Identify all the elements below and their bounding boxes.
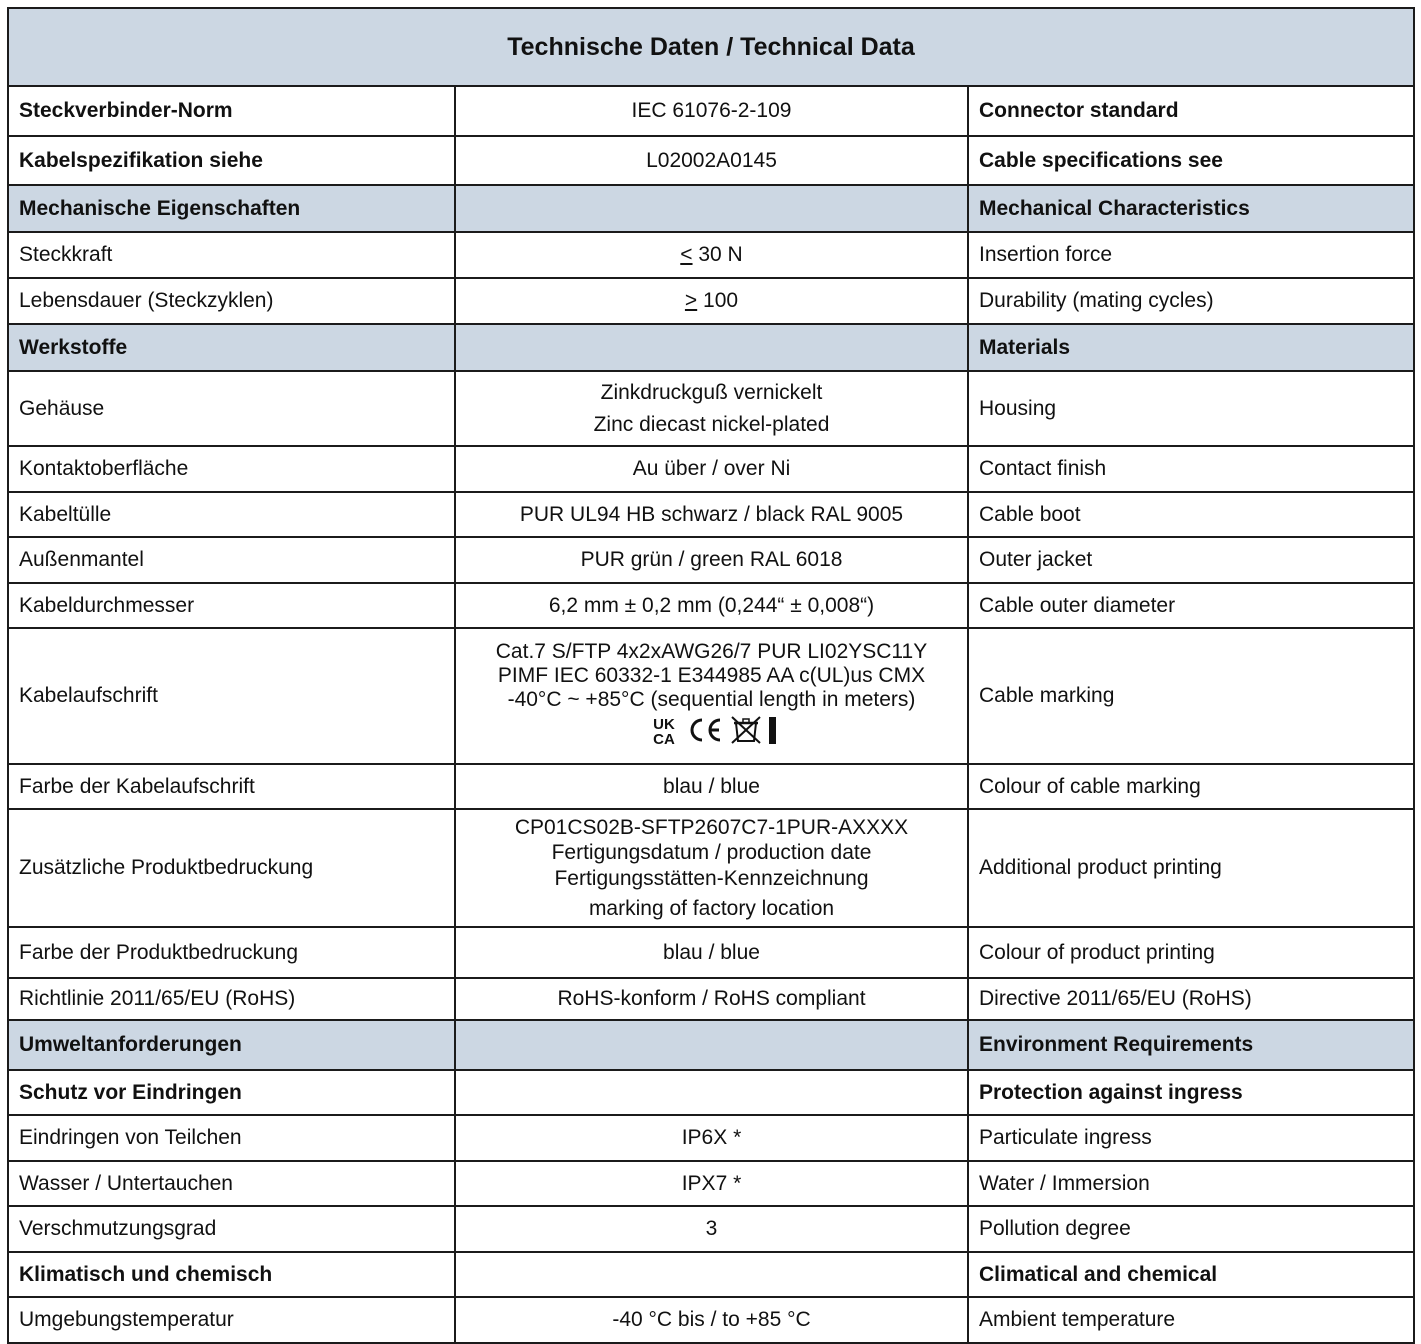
label-de: Verschmutzungsgrad bbox=[8, 1206, 455, 1252]
label-en: Colour of cable marking bbox=[968, 764, 1414, 809]
label-en: Cable outer diameter bbox=[968, 583, 1414, 628]
section-title-en: Environment Requirements bbox=[968, 1020, 1414, 1070]
weee-bar-icon bbox=[769, 714, 777, 746]
value-cell: PUR grün / green RAL 6018 bbox=[455, 537, 968, 583]
table-row bbox=[8, 583, 1414, 628]
subsection-title-de: Schutz vor Eindringen bbox=[8, 1070, 455, 1115]
value-cell: IP6X * bbox=[455, 1115, 968, 1161]
section-header-row bbox=[8, 1020, 1414, 1070]
value-cell: RoHS-konform / RoHS compliant bbox=[455, 978, 968, 1020]
table-row bbox=[8, 278, 1414, 324]
table-row bbox=[8, 537, 1414, 583]
value-text: 30 N bbox=[692, 243, 743, 267]
label-en: Particulate ingress bbox=[968, 1115, 1414, 1161]
label-en: Outer jacket bbox=[968, 537, 1414, 583]
label-de: Umgebungstemperatur bbox=[8, 1297, 455, 1343]
table-row bbox=[8, 1206, 1414, 1252]
table-row bbox=[8, 86, 1414, 136]
label-de: Wasser / Untertauchen bbox=[8, 1161, 455, 1206]
label-en: Contact finish bbox=[968, 446, 1414, 492]
label-de: Kabeldurchmesser bbox=[8, 583, 455, 628]
subsection-title-en: Climatical and chemical bbox=[968, 1252, 1414, 1297]
label-en: Directive 2011/65/EU (RoHS) bbox=[968, 978, 1414, 1020]
value-cell: 3 bbox=[455, 1206, 968, 1252]
label-de: Farbe der Kabelaufschrift bbox=[8, 764, 455, 809]
value-cell: -40 °C bis / to +85 °C bbox=[455, 1297, 968, 1343]
section-title-de: Werkstoffe bbox=[8, 324, 455, 371]
table-row bbox=[8, 809, 1414, 927]
table-row bbox=[8, 446, 1414, 492]
table-title: Technische Daten / Technical Data bbox=[8, 8, 1414, 86]
label-en: Cable marking bbox=[968, 628, 1414, 764]
section-empty-cell bbox=[455, 1020, 968, 1070]
label-de: Außenmantel bbox=[8, 537, 455, 583]
value-line: -40°C ~ +85°C (sequential length in meters) bbox=[507, 688, 916, 711]
subsection-title-en: Protection against ingress bbox=[968, 1070, 1414, 1115]
value-cell: IEC 61076-2-109 bbox=[455, 86, 968, 136]
table-row bbox=[8, 764, 1414, 809]
label-en: Durability (mating cycles) bbox=[968, 278, 1414, 324]
value-cell bbox=[455, 232, 968, 278]
subsection-header-row bbox=[8, 1252, 1414, 1297]
value-cell: PUR UL94 HB schwarz / black RAL 9005 bbox=[455, 492, 968, 537]
value-cell: blau / blue bbox=[455, 764, 968, 809]
value-cell: L02002A0145 bbox=[455, 136, 968, 185]
section-header-row bbox=[8, 185, 1414, 232]
section-title-de: Mechanische Eigenschaften bbox=[8, 185, 455, 232]
section-header-row bbox=[8, 324, 1414, 371]
value-cell: blau / blue bbox=[455, 927, 968, 978]
value-cell: Au über / over Ni bbox=[455, 446, 968, 492]
value-cell bbox=[455, 809, 968, 927]
label-de: Lebensdauer (Steckzyklen) bbox=[8, 278, 455, 324]
table-row bbox=[8, 492, 1414, 537]
label-en: Water / Immersion bbox=[968, 1161, 1414, 1206]
label-de: Kabelspezifikation siehe bbox=[8, 136, 455, 185]
table-row bbox=[8, 628, 1414, 764]
label-de: Gehäuse bbox=[8, 371, 455, 446]
value-text: 100 bbox=[697, 289, 739, 313]
svg-text:CA: CA bbox=[652, 731, 675, 747]
value-line: CP01CS02B-SFTP2607C7-1PUR-AXXXX bbox=[514, 816, 909, 840]
ukca-mark-icon bbox=[647, 714, 681, 746]
label-en: Additional product printing bbox=[968, 809, 1414, 927]
section-title-de: Umweltanforderungen bbox=[8, 1020, 455, 1070]
table-title-row bbox=[8, 8, 1414, 86]
value-line: Zinc diecast nickel-plated bbox=[593, 412, 830, 436]
table-row bbox=[8, 232, 1414, 278]
label-de: Zusätzliche Produktbedruckung bbox=[8, 809, 455, 927]
technical-data-table bbox=[7, 7, 1415, 1344]
value-line: Zinkdruckguß vernickelt bbox=[600, 381, 823, 404]
table-row bbox=[8, 927, 1414, 978]
subsection-empty-cell bbox=[455, 1252, 968, 1297]
table-row bbox=[8, 371, 1414, 446]
weee-bin-icon bbox=[729, 714, 763, 746]
certification-marks bbox=[647, 714, 777, 746]
label-de: Kabelaufschrift bbox=[8, 628, 455, 764]
label-en: Insertion force bbox=[968, 232, 1414, 278]
value-cell bbox=[455, 278, 968, 324]
table-row bbox=[8, 1297, 1414, 1343]
label-en: Ambient temperature bbox=[968, 1297, 1414, 1343]
table-row bbox=[8, 1161, 1414, 1206]
label-de: Kabeltülle bbox=[8, 492, 455, 537]
section-title-en: Materials bbox=[968, 324, 1414, 371]
section-empty-cell bbox=[455, 324, 968, 371]
table-row bbox=[8, 136, 1414, 185]
table-row bbox=[8, 1115, 1414, 1161]
value-line: Cat.7 S/FTP 4x2xAWG26/7 PUR LI02YSC11Y bbox=[495, 639, 928, 663]
subsection-empty-cell bbox=[455, 1070, 968, 1115]
label-de: Steckverbinder-Norm bbox=[8, 86, 455, 136]
value-line: Fertigungsstätten-Kennzeichnung bbox=[554, 866, 869, 890]
section-empty-cell bbox=[455, 185, 968, 232]
value-cell: IPX7 * bbox=[455, 1161, 968, 1206]
greater-or-equal-symbol: > bbox=[684, 289, 698, 313]
label-en: Connector standard bbox=[968, 86, 1414, 136]
ce-mark-icon bbox=[687, 716, 723, 744]
label-de: Eindringen von Teilchen bbox=[8, 1115, 455, 1161]
label-en: Pollution degree bbox=[968, 1206, 1414, 1252]
value-line: Fertigungsdatum / production date bbox=[551, 841, 872, 865]
technical-data-sheet bbox=[7, 7, 1413, 1344]
label-de: Steckkraft bbox=[8, 232, 455, 278]
label-de: Kontaktoberfläche bbox=[8, 446, 455, 492]
subsection-header-row bbox=[8, 1070, 1414, 1115]
label-en: Cable specifications see bbox=[968, 136, 1414, 185]
label-en: Housing bbox=[968, 371, 1414, 446]
value-line: PIMF IEC 60332-1 E344985 AA c(UL)us CMX bbox=[497, 663, 926, 687]
subsection-title-de: Klimatisch und chemisch bbox=[8, 1252, 455, 1297]
value-cell bbox=[455, 371, 968, 446]
less-or-equal-symbol: < bbox=[680, 243, 693, 267]
value-cell bbox=[455, 628, 968, 764]
section-title-en: Mechanical Characteristics bbox=[968, 185, 1414, 232]
svg-text:UK: UK bbox=[652, 716, 675, 734]
table-row bbox=[8, 978, 1414, 1020]
label-en: Cable boot bbox=[968, 492, 1414, 537]
label-de: Farbe der Produktbedruckung bbox=[8, 927, 455, 978]
label-en: Colour of product printing bbox=[968, 927, 1414, 978]
value-cell: 6,2 mm ± 0,2 mm (0,244“ ± 0,008“) bbox=[455, 583, 968, 628]
label-de: Richtlinie 2011/65/EU (RoHS) bbox=[8, 978, 455, 1020]
value-line: marking of factory location bbox=[588, 896, 835, 920]
